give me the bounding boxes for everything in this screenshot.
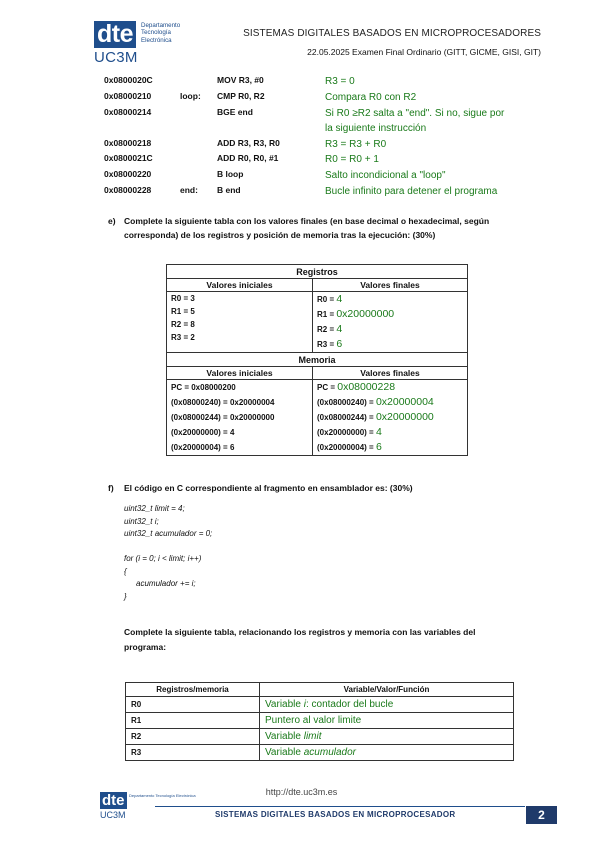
header-title: SISTEMAS DIGITALES BASADOS EN MICROPROCESADORES (243, 28, 541, 39)
table-row: R2 Variable limit (126, 729, 514, 745)
answer-value: 4 (336, 323, 343, 335)
answer-value: 0x20000004 (375, 396, 434, 408)
answer-value: 0x08000228 (337, 381, 396, 393)
footer-uc3m: UC3M (100, 810, 126, 820)
uc3m-logo: UC3M (94, 49, 138, 66)
answer-value: 6 (336, 338, 343, 350)
table-row: R3 Variable acumulador (126, 745, 514, 761)
col-registros: Registros/memoria (126, 683, 260, 697)
answer-value: 6 (375, 441, 382, 453)
col-variable: Variable/Valor/Función (260, 683, 514, 697)
code-line: 0x08000218 ADD R3, R3, R0 R3 = R3 + R0 (104, 138, 387, 150)
code-line: 0x08000214 BGE end Si R0 ≥R2 salta a "end". Si no, sigue por (104, 107, 505, 119)
code-line: 0x0800020C MOV R3, #0 R3 = 0 (104, 75, 355, 87)
instruction-text: Complete la siguiente tabla, relacionando los registros y memoria con las variables del programa: (124, 627, 476, 652)
col-final: Valores finales (313, 279, 468, 292)
mem-final-values: PC = 0x08000228 (0x08000240) = 0x20000004 (0x08000244) = 0x20000000 (0x20000000) = 4 (0x20000004) = 6 (313, 380, 468, 456)
code-line: 0x08000220 B loop Salto incondicional a "loop" (104, 169, 446, 181)
code-line: 0x0800021C ADD R0, R0, #1 R0 = R0 + 1 (104, 153, 379, 165)
footer-logo: dte Departamento Tecnología Electrónica (102, 792, 196, 809)
reg-final-values: R0 = 4 R1 = 0x20000000 R2 = 4 R3 = 6 (313, 292, 468, 353)
answer-value: 0x20000000 (336, 308, 395, 320)
answer-value: 4 (336, 293, 343, 305)
col-initial: Valores iniciales (167, 279, 313, 292)
footer-title: SISTEMAS DIGITALES BASADOS EN MICROPROCESADOR (215, 810, 456, 819)
registers-memory-table (166, 264, 468, 456)
reg-initial-values: R0 = 3 R1 = 5 R2 = 8 R3 = 2 (167, 292, 313, 353)
footer-rule (155, 806, 525, 807)
table-row: R1 Puntero al valor limite (126, 713, 514, 729)
question-f: f) El código en C correspondiente al fragmento en ensamblador es: (30%) (108, 483, 413, 493)
code-line: la siguiente instrucción (325, 123, 427, 134)
registros-header: Registros (167, 265, 468, 279)
c-code-block: uint32_t limit = 4; uint32_t i; uint32_t acumulador = 0; for (i = 0; i < limit; i++) { acumulador += i; } (124, 504, 213, 601)
dte-logo (94, 21, 194, 51)
answer-value: 0x20000000 (375, 411, 434, 423)
code-line: 0x08000228 end: B end Bucle infinito para detener el programa (104, 185, 498, 197)
col-final: Valores finales (313, 367, 468, 380)
code-line: 0x08000210 loop: CMP R0, R2 Compara R0 con R2 (104, 91, 417, 103)
mem-initial-values: PC = 0x08000200 (0x08000240) = 0x20000004 (0x08000244) = 0x20000000 (0x20000000) = 4 (0x20000004) = 6 (167, 380, 313, 456)
memoria-header: Memoria (167, 353, 468, 367)
question-e: e) Complete la siguiente tabla con los valores finales (en base decimal o hexadecimal, según corresponda) de los registros y posición de memoria tras la ejecución: (30%) (108, 216, 490, 240)
page-number: 2 (526, 806, 557, 824)
variables-table (125, 682, 514, 761)
table-row: R0 Variable i: contador del bucle (126, 697, 514, 713)
footer-url[interactable]: http://dte.uc3m.es (265, 787, 338, 797)
answer-value: 4 (375, 426, 382, 438)
header-subtitle: 22.05.2025 Examen Final Ordinario (GITT, GICME, GISI, GIT) (307, 47, 541, 57)
col-initial: Valores iniciales (167, 367, 313, 380)
logo-text: dte (94, 21, 136, 48)
dept-name: Departamento Tecnología Electrónica (141, 22, 181, 44)
